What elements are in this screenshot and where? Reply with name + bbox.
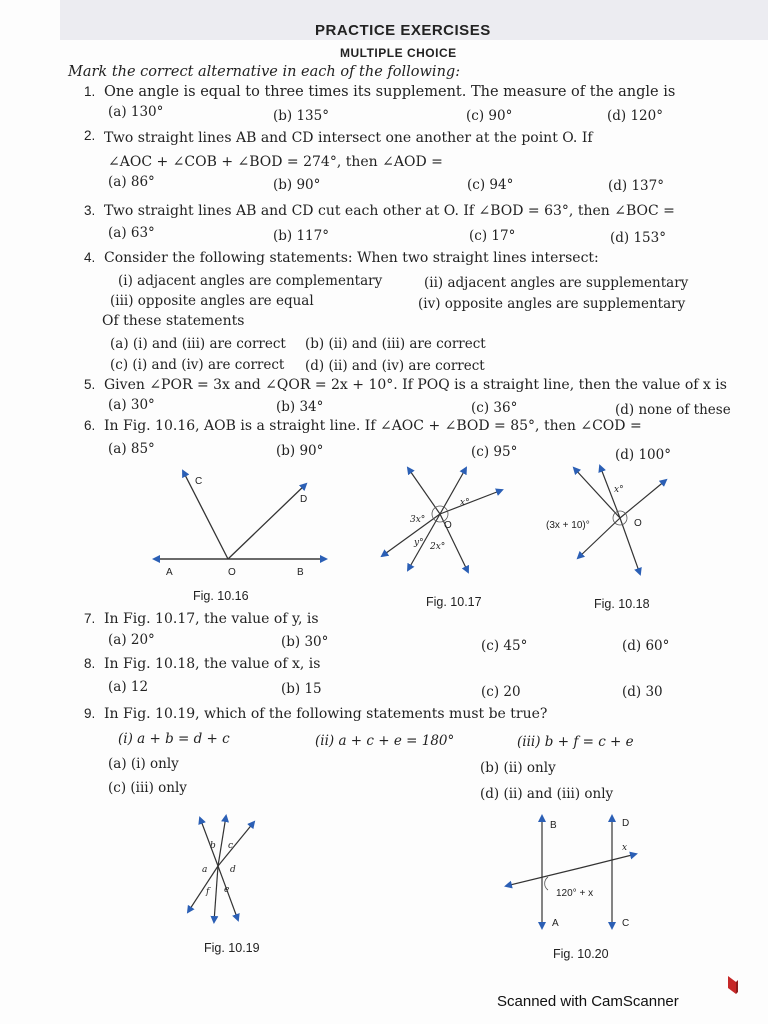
label-d: D [622, 818, 630, 829]
q7-option-a: (a) 20° [108, 632, 155, 648]
q6-text: In Fig. 10.16, AOB is a straight line. If ∠AOC + ∠BOD = 85°, then ∠COD = [104, 418, 642, 434]
camscanner-logo-icon [726, 974, 740, 996]
label-d: d [230, 865, 236, 875]
q2-option-a: (a) 86° [108, 174, 155, 190]
label-a: A [552, 918, 559, 929]
q1-number: 1. [84, 84, 96, 99]
q8-number: 8. [84, 656, 96, 671]
q9-option-d: (d) (ii) and (iii) only [480, 786, 614, 802]
fig-10-20-caption: Fig. 10.20 [553, 947, 609, 961]
q6-option-c: (c) 95° [471, 444, 518, 460]
scanner-watermark: Scanned with CamScanner [497, 993, 679, 1010]
page-subtitle: MULTIPLE CHOICE [340, 46, 457, 60]
ray-oc [183, 471, 228, 559]
ray-od [228, 484, 306, 559]
q9-option-b: (b) (ii) only [480, 760, 556, 776]
label-o: O [444, 520, 452, 531]
q4-option-b: (b) (ii) and (iii) are correct [305, 336, 486, 352]
q4-text-line2: Of these statements [102, 313, 245, 329]
q9-statement-2: (ii) a + c + e = 180° [315, 733, 455, 749]
q6-number: 6. [84, 418, 96, 433]
q4-statement-4: (iv) opposite angles are supplementary [418, 296, 686, 312]
q4-statement-2: (ii) adjacent angles are supplementary [424, 275, 689, 291]
q5-option-c: (c) 36° [471, 400, 518, 416]
q9-text: In Fig. 10.19, which of the following statements must be true? [104, 706, 548, 722]
fig-10-18-caption: Fig. 10.18 [594, 597, 650, 611]
label-e: e [224, 885, 230, 895]
label-a: A [166, 567, 173, 578]
label-x: x° [460, 498, 470, 508]
label-expression: (3x + 10)° [546, 520, 590, 531]
label-b: B [550, 820, 557, 831]
q4-text: Consider the following statements: When two straight lines intersect: [104, 250, 599, 266]
label-f: f [206, 887, 210, 897]
q9-number: 9. [84, 706, 96, 721]
q6-option-d: (d) 100° [615, 447, 671, 463]
q5-option-d: (d) none of these [615, 402, 731, 418]
figure-10-19 [180, 812, 270, 928]
q9-statement-1: (i) a + b = d + c [118, 731, 230, 747]
label-c: C [195, 476, 203, 487]
q8-option-a: (a) 12 [108, 679, 149, 695]
label-2x: 2x° [430, 542, 446, 552]
q5-option-a: (a) 30° [108, 397, 155, 413]
label-y: y° [414, 538, 424, 548]
q4-option-a: (a) (i) and (iii) are correct [110, 336, 286, 352]
q9-option-c: (c) (iii) only [108, 780, 187, 796]
q1-option-a: (a) 130° [108, 104, 164, 120]
q1-option-c: (c) 90° [466, 108, 513, 124]
q1-option-b: (b) 135° [273, 108, 329, 124]
q8-option-c: (c) 20 [481, 684, 521, 700]
q3-option-b: (b) 117° [273, 228, 329, 244]
q8-option-d: (d) 30 [622, 684, 663, 700]
fig-10-19-caption: Fig. 10.19 [204, 941, 260, 955]
q6-option-b: (b) 90° [276, 443, 324, 459]
instruction: Mark the correct alternative in each of the following: [68, 64, 461, 80]
q4-option-c: (c) (i) and (iv) are correct [110, 357, 285, 373]
figure-10-18 [540, 462, 680, 580]
q2-option-c: (c) 94° [467, 177, 514, 193]
label-x: x [622, 843, 628, 853]
label-c: C [622, 918, 630, 929]
label-expression: 120° + x [556, 888, 594, 899]
q2-option-d: (d) 137° [608, 178, 664, 194]
q7-option-d: (d) 60° [622, 638, 670, 654]
q7-option-b: (b) 30° [281, 634, 329, 650]
figure-10-17 [378, 460, 513, 578]
q4-statement-1: (i) adjacent angles are complementary [118, 273, 383, 289]
q4-option-d: (d) (ii) and (iv) are correct [305, 358, 485, 374]
q9-statement-3: (iii) b + f = c + e [517, 734, 634, 750]
label-b: B [297, 567, 304, 578]
q7-number: 7. [84, 611, 96, 626]
q4-number: 4. [84, 250, 96, 265]
q4-statement-3: (iii) opposite angles are equal [110, 293, 314, 309]
label-c: c [228, 841, 234, 851]
fig-10-17-caption: Fig. 10.17 [426, 595, 482, 609]
figure-10-20 [500, 810, 650, 935]
q7-option-c: (c) 45° [481, 638, 528, 654]
q8-text: In Fig. 10.18, the value of x, is [104, 656, 321, 672]
fig-10-16-caption: Fig. 10.16 [193, 589, 249, 603]
label-o: O [228, 567, 236, 578]
q3-number: 3. [84, 203, 96, 218]
q9-option-a: (a) (i) only [108, 756, 179, 772]
q2-option-b: (b) 90° [273, 177, 321, 193]
figure-10-16 [140, 458, 340, 583]
q8-option-b: (b) 15 [281, 681, 322, 697]
label-a: a [202, 865, 208, 875]
label-x: x° [614, 485, 624, 495]
page-title: PRACTICE EXERCISES [315, 22, 491, 39]
label-o: O [634, 518, 642, 529]
q2-number: 2. [84, 128, 96, 143]
q7-text: In Fig. 10.17, the value of y, is [104, 611, 319, 627]
q2-text: Two straight lines AB and CD intersect one another at the point O. If [104, 130, 593, 146]
q2-text-line2: ∠AOC + ∠COB + ∠BOD = 274°, then ∠AOD = [108, 154, 443, 170]
q3-text: Two straight lines AB and CD cut each other at O. If ∠BOD = 63°, then ∠BOC = [104, 203, 675, 219]
q6-option-a: (a) 85° [108, 441, 155, 457]
q5-text: Given ∠POR = 3x and ∠QOR = 2x + 10°. If POQ is a straight line, then the value of x is [104, 377, 727, 393]
label-b: b [210, 841, 216, 851]
label-d: D [300, 494, 308, 505]
q3-option-c: (c) 17° [469, 228, 516, 244]
q1-text: One angle is equal to three times its supplement. The measure of the angle is [104, 84, 676, 100]
q5-option-b: (b) 34° [276, 399, 324, 415]
label-3x: 3x° [410, 515, 426, 525]
q1-option-d: (d) 120° [607, 108, 663, 124]
q3-option-a: (a) 63° [108, 225, 155, 241]
q3-option-d: (d) 153° [610, 230, 666, 246]
q5-number: 5. [84, 377, 96, 392]
